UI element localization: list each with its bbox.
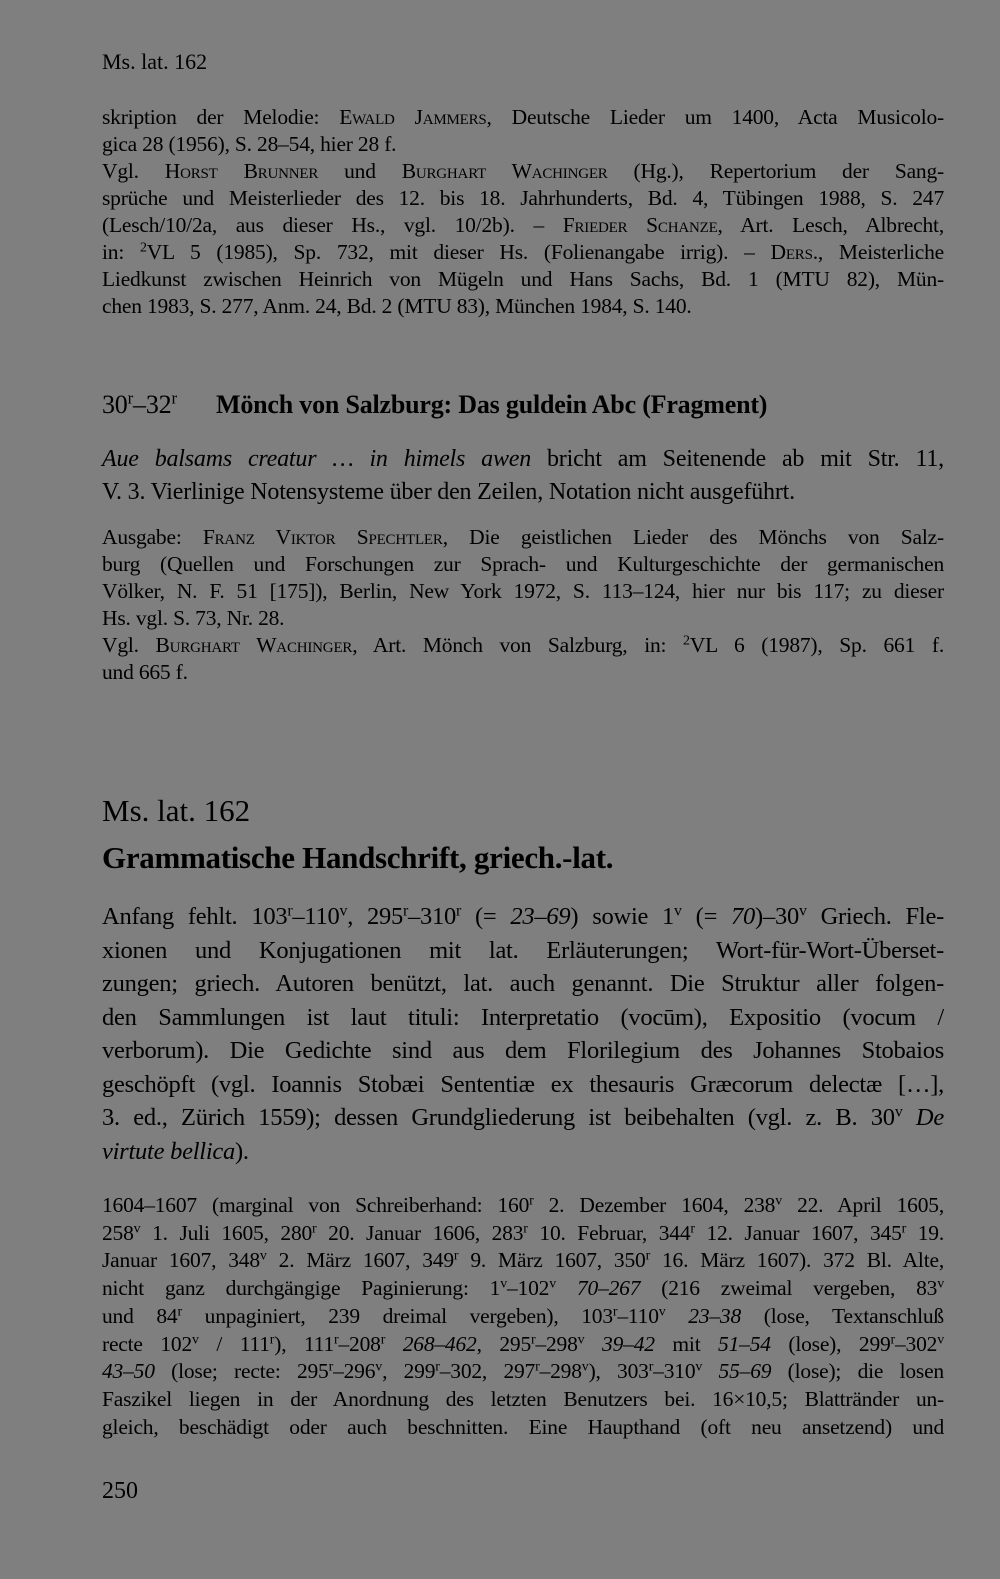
text-line: Anfang fehlt. 103$^r$–110$^v$, 295$^r$–310$^r$ (= 23–69) sowie 1$^v$ (= $70)-30^v$ Griech. Fle- [102, 902, 944, 930]
text-line: burg (Quellen und Forschungen zur Sprach- und Kulturgeschichte der germanischen [102, 552, 944, 576]
text-line: zungen; griech. Autoren benützt, lat. auch genannt. Die Struktur aller folgen- [102, 970, 944, 997]
page-number: 250 [102, 1478, 138, 1504]
section-heading [102, 390, 944, 420]
text-line: den Sammlungen ist laut tituli: Interpretatio (vocūm), Expositio (vocum / [102, 1003, 944, 1031]
text-line: Ausgabe: Franz Viktor Spechtler, Die geistlichen Lieder des Mönchs von Salz- [102, 525, 944, 549]
text-line: verborum). Die Gedichte sind aus dem Florilegium des Johannes Stobaios [102, 1037, 944, 1064]
text-line: Vgl. Burghart Wachinger, Art. Mönch von Salzburg, in: $^2$VL 6 (1987), Sp. 661 f. [102, 633, 944, 657]
text-line: Januar 1607, 348$^v$ 2. März 1607, 349$^r$ 9. März 1607, 350$^r$ 16. März 1607). 372 Bl. Alte, [102, 1248, 944, 1273]
manuscript-title: Grammatische Handschrift, griech.-lat. [102, 840, 614, 875]
section-literature [102, 524, 944, 686]
folio-range: 30$^r$–32$^r$ [102, 388, 177, 419]
section-description [102, 443, 944, 508]
text-line: V. 3. Vierlinige Notensysteme über den Zeilen, Notation nicht ausgeführt. [102, 478, 795, 505]
text-line: 3. ed., Zürich 1559); dessen Grundgliederung ist beibehalten (vgl. z. B. 30$^v$ De [102, 1103, 944, 1131]
text-line: skription der Melodie: Ewald Jammers, Deutsche Lieder um 1400, Acta Musicolo- [102, 105, 945, 129]
text-line: und 84$^r$ unpaginiert, 239 dreimal vergeben), 103$^r$–110$^v$ 23–38 (lose, Textanschluß [102, 1303, 944, 1328]
text-line: sprüche und Meisterlieder des 12. bis 18. Jahrhunderts, Bd. 4, Tübingen 1988, S. 247 [102, 186, 944, 210]
text-line: 43–50 (lose; recte: 295$^r$–296$^v$, 299$^r$–302, 297$^r$–298$^v$), 303$^r$–310$^v$ 55–69 (lose); die losen [102, 1359, 944, 1384]
text-line: Liedkunst zwischen Heinrich von Mügeln und Hans Sachs, Bd. 1 (MTU 82), Mün- [102, 267, 944, 291]
text-line: Vgl. Horst Brunner und Burghart Wachinger (Hg.), Repertorium der Sang- [102, 159, 944, 183]
text-line: 1604–1607 (marginal von Schreiberhand: 160$^r$ 2. Dezember 1604, 238$^v$ 22. April 1605, [102, 1193, 944, 1217]
text-line: geschöpft (vgl. Ioannis Stobæi Sententiæ ex thesauris Græcorum delectæ […], [102, 1070, 944, 1098]
text-line: Faszikel liegen in der Anordnung des letzten Benutzers bei. 16×10,5; Blattränder un- [102, 1386, 944, 1411]
text-line: xionen und Konjugationen mit lat. Erläuterungen; Wort-für-Wort-Überset- [102, 936, 944, 964]
text-line: gica 28 (1956), S. 28–54, hier 28 f. [102, 132, 397, 156]
literature-block [102, 104, 944, 320]
text-line: virtute bellica). [102, 1137, 249, 1165]
manuscript-shelfmark: Ms. lat. 162 [102, 793, 251, 828]
text-line: Aue balsams creatur … in himels awen bricht am Seitenende ab mit Str. 11, [102, 446, 944, 472]
text-line: gleich, beschädigt oder auch beschnitten. Eine Haupthand (oft neu ansetzend) und [102, 1414, 944, 1439]
text-line: chen 1983, S. 277, Anm. 24, Bd. 2 (MTU 83), München 1984, S. 140. [102, 294, 692, 318]
text-line: und 665 f. [102, 660, 188, 684]
text-line: nicht ganz durchgängige Paginierung: 1$^v$–102$^v$ 70–267 (216 zweimal vergeben, 83$^v$ [102, 1276, 944, 1301]
manuscript-codicology [102, 1192, 944, 1441]
manuscript-summary [102, 900, 944, 1168]
text-line: in: $^2$VL 5 (1985), Sp. 732, mit dieser Hs. (Folienangabe irrig). – Ders., Meisterliche [102, 240, 944, 264]
text-line: 258$^v$ 1. Juli 1605, 280$^r$ 20. Januar 1606, 283$^r$ 10. Februar, 344$^r$ 12. Januar 1607, 345$^r$ 19. [102, 1220, 945, 1245]
text-line: Völker, N. F. 51 [175]), Berlin, New York 1972, S. 113–124, hier nur bis 117; zu dieser [102, 579, 944, 603]
text-line: recte 102$^v$ / 111$^r$), 111$^r$–208$^r$ 268–462, 295$^r$–298$^v$ 39–42 mit 51–54 (lose), 299$^r$–302$^v$ [102, 1331, 944, 1356]
running-head: Ms. lat. 162 [102, 49, 208, 74]
text-line: (Lesch/10/2a, aus dieser Hs., vgl. 10/2b). – Frieder Schanze, Art. Lesch, Albrecht, [102, 213, 944, 237]
text-line: Hs. vgl. S. 73, Nr. 28. [102, 606, 285, 630]
section-title: Mönch von Salzburg: Das guldein Abc (Fragment) [216, 390, 768, 419]
